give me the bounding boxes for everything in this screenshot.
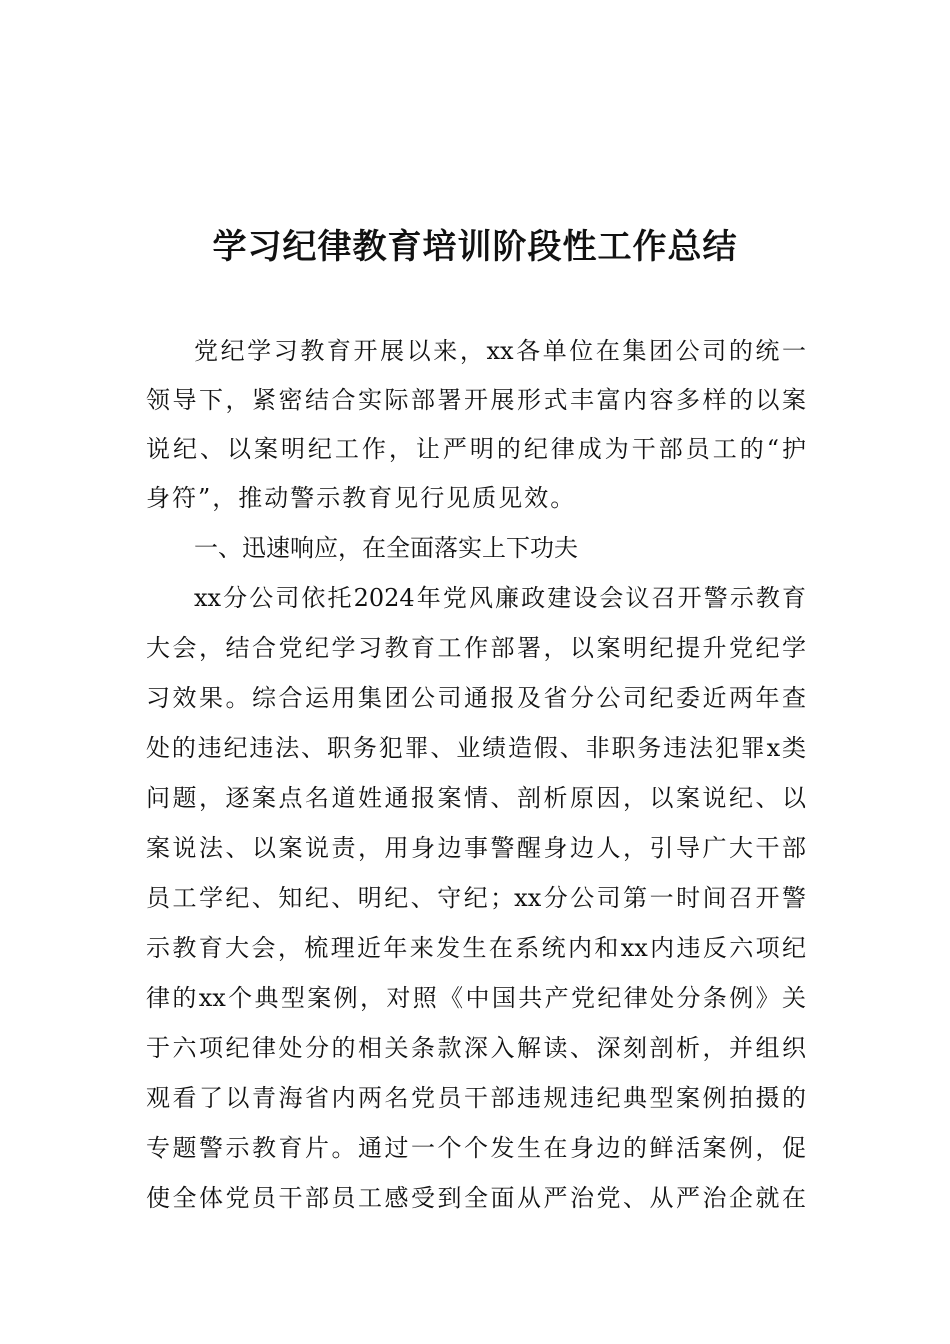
paragraph-line: 律的xx个典型案例，对照《中国共产党纪律处分条例》关	[146, 984, 806, 1012]
paragraph-line: 问题，逐案点名道姓通报案情、剖析原因，以案说纪、以	[146, 784, 806, 812]
paragraph-line: 领导下，紧密结合实际部署开展形式丰富内容多样的以案	[146, 386, 806, 414]
section-heading: 一、迅速响应，在全面落实上下功夫	[194, 534, 578, 562]
paragraph-line: 观看了以青海省内两名党员干部违规违纪典型案例拍摄的	[146, 1084, 806, 1112]
paragraph-line: 于六项纪律处分的相关条款深入解读、深刻剖析，并组织	[146, 1034, 806, 1062]
paragraph-line: 专题警示教育片。通过一个个发生在身边的鲜活案例，促	[146, 1134, 806, 1162]
paragraph-line: xx分公司依托2024年党风廉政建设会议召开警示教育	[194, 584, 806, 612]
paragraph-line: 示教育大会，梳理近年来发生在系统内和xx内违反六项纪	[146, 934, 806, 962]
paragraph-line: 身符”，推动警示教育见行见质见效。	[146, 484, 577, 512]
paragraph-line: 处的违纪违法、职务犯罪、业绩造假、非职务违法犯罪x类	[146, 734, 806, 762]
paragraph-line: 员工学纪、知纪、明纪、守纪；xx分公司第一时间召开警	[146, 884, 806, 912]
paragraph-line: 大会，结合党纪学习教育工作部署，以案明纪提升党纪学	[146, 634, 806, 662]
paragraph-line: 习效果。综合运用集团公司通报及省分公司纪委近两年查	[146, 684, 806, 712]
paragraph-line: 使全体党员干部员工感受到全面从严治党、从严治企就在	[146, 1184, 806, 1212]
document-title: 学习纪律教育培训阶段性工作总结	[212, 227, 738, 267]
paragraph-line: 说纪、以案明纪工作，让严明的纪律成为干部员工的“护	[146, 435, 806, 463]
paragraph-line: 党纪学习教育开展以来，xx各单位在集团公司的统一	[194, 337, 806, 365]
paragraph-line: 案说法、以案说责，用身边事警醒身边人，引导广大干部	[146, 834, 806, 862]
